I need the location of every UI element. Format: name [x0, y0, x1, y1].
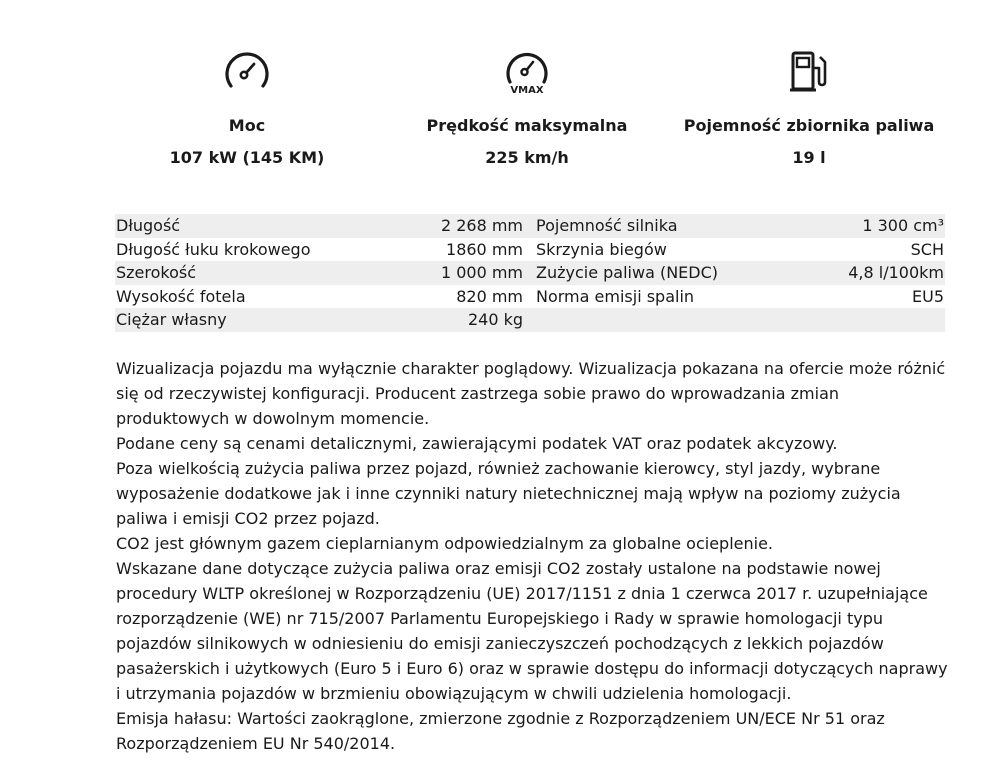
top-specs: [0, 48, 1000, 178]
spec-fuel-tank: [659, 48, 959, 169]
spec-top-speed: [377, 48, 677, 169]
spec-value: 240 kg: [467, 310, 523, 329]
disclaimer-paragraph: Wskazane dane dotyczące zużycia paliwa oraz emisji CO2 zostały ustalone na podstawie nowej procedury WLTP określonej w Rozporządzeniu (UE) 2017/1151 z dnia 1 czerwca 2017 r. uzupełniające rozporządzenie (WE) nr 715/2007 Parlamentu Europejskiego i Rady w sprawie homologacji typu pojazdów silnikowych w odniesieniu do emisji zanieczyszczeń pochodzących z lekkich pojazdów pasażerskich i użytkowych (Euro 5 i Euro 6) oraz w sprawie dostępu do informacji dotyczących naprawy i utrzymania pojazdów w brzmieniu obowiązującym w chwili udzielenia homologacji.: [116, 559, 948, 703]
spec-key: Ciężar własny: [116, 310, 227, 329]
spec-value: 2 268 mm: [440, 216, 523, 235]
spec-value: SCH: [910, 239, 944, 259]
table-row: [115, 238, 945, 262]
disclaimer-paragraph: CO2 jest głównym gazem cieplarnianym odpowiedzialnym za globalne ocieplenie.: [116, 534, 773, 553]
spec-power-label: Moc: [228, 116, 266, 135]
spec-value: 1 000 mm: [440, 263, 523, 282]
spec-value: EU5: [912, 286, 944, 306]
spec-table: [115, 214, 945, 332]
speedometer-icon: [97, 48, 397, 98]
svg-text:VMAX: VMAX: [510, 85, 544, 96]
spec-value: 1860 mm: [446, 239, 523, 259]
table-row: [115, 261, 945, 285]
spec-top-speed-label: Prędkość maksymalna: [426, 116, 628, 135]
table-row: [115, 285, 945, 309]
fuel-pump-icon: [659, 48, 959, 98]
disclaimer-paragraph: Podane ceny są cenami detalicznymi, zawierającymi podatek VAT oraz podatek akcyzowy.: [116, 434, 838, 453]
spec-key: Długość łuku krokowego: [116, 239, 311, 259]
spec-top-speed-value: 225 km/h: [485, 148, 569, 167]
disclaimer-text: [116, 356, 956, 756]
spec-key: Wysokość fotela: [116, 286, 246, 306]
disclaimer-paragraph: Poza wielkością zużycia paliwa przez pojazd, również zachowanie kierowcy, styl jazdy, wybrane wyposażenie dodatkowe jak i inne czynniki natury nietechnicznej mają wpływ na poziomy zużycia paliwa i emisji CO2 przez pojazd.: [116, 459, 901, 528]
spec-fuel-tank-label: Pojemność zbiornika paliwa: [683, 116, 935, 135]
spec-key: Szerokość: [116, 263, 197, 282]
spec-power: [97, 48, 397, 169]
spec-power-value: 107 kW (145 KM): [169, 148, 325, 167]
table-row: [115, 308, 945, 332]
vmax-speedometer-icon: [377, 48, 677, 98]
table-row: [115, 214, 945, 238]
disclaimer-paragraph: Emisja hałasu: Wartości zaokrąglone, zmierzone zgodnie z Rozporządzeniem UN/ECE Nr 51 oraz Rozporządzeniem EU Nr 540/2014.: [116, 709, 885, 753]
spec-key: Długość: [116, 216, 181, 235]
spec-value: 4,8 l/100km: [848, 263, 944, 282]
spec-key: Norma emisji spalin: [536, 286, 695, 306]
spec-value: 1 300 cm³: [862, 216, 944, 235]
spec-key: Pojemność silnika: [536, 216, 678, 235]
spec-fuel-tank-value: 19 l: [792, 148, 826, 167]
spec-key: Zużycie paliwa (NEDC): [536, 263, 719, 282]
spec-key: Skrzynia biegów: [536, 239, 667, 259]
spec-value: 820 mm: [456, 286, 523, 306]
disclaimer-paragraph: Wizualizacja pojazdu ma wyłącznie charakter poglądowy. Wizualizacja pokazana na ofercie może różnić się od rzeczywistej konfiguracji. Producent zastrzega sobie prawo do wprowadzania zmian produktowych w dowolnym momencie.: [116, 359, 946, 428]
